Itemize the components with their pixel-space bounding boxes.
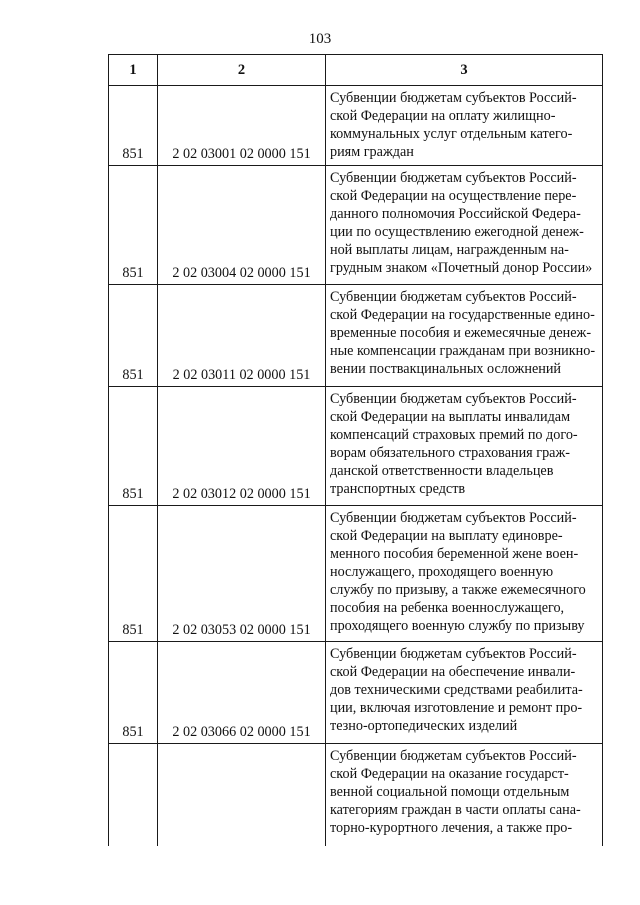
description-line: ской Федерации на оплату жилищно-	[330, 108, 556, 124]
description-line: Субвенции бюджетам субъектов Россий-	[330, 289, 577, 305]
table-row	[109, 86, 603, 166]
budget-code-cell: 2 02 03004 02 0000 151	[158, 166, 326, 285]
description-line: дов техническими средствами реабилита-	[330, 682, 583, 698]
description-line: ской Федерации на государственные едино-	[330, 307, 595, 323]
description-line: ной выплаты лицам, награжденным на-	[330, 242, 569, 258]
budget-code-cell: 2 02 03066 02 0000 151	[158, 642, 326, 744]
description-cell	[326, 285, 603, 387]
header-col-2: 2	[158, 55, 326, 86]
page-number: 103	[308, 31, 332, 47]
description-line: ции, включая изготовление и ремонт про-	[330, 700, 583, 716]
admin-code-cell: 851	[109, 642, 158, 744]
table-row	[109, 387, 603, 506]
description-line: вении поствакцинальных осложнений	[330, 361, 562, 377]
description-line: ской Федерации на оказание государст-	[330, 766, 569, 782]
description-line: Субвенции бюджетам субъектов Россий-	[330, 748, 577, 764]
description-cell	[326, 387, 603, 506]
description-line: данской ответственности владельцев	[330, 463, 554, 479]
table-row	[109, 166, 603, 285]
description-line: тезно-ортопедических изделий	[330, 718, 518, 734]
description-line: компенсаций страховых премий по дого-	[330, 427, 578, 443]
description-line: ворам обязательного страхования граж-	[330, 445, 570, 461]
description-line: транспортных средств	[330, 481, 466, 497]
description-line: проходящего военную службу по призыву	[330, 618, 585, 634]
description-line: временные пособия и ежемесячные денеж-	[330, 325, 592, 341]
description-cell	[326, 166, 603, 285]
header-col-3: 3	[326, 55, 603, 86]
description-line: ской Федерации на осуществление пере-	[330, 188, 577, 204]
description-cell	[326, 506, 603, 642]
budget-code-cell: 2 02 03011 02 0000 151	[158, 285, 326, 387]
admin-code-cell	[109, 744, 158, 846]
description-line: венной социальной помощи отдельным	[330, 784, 570, 800]
description-line: ской Федерации на обеспечение инвали-	[330, 664, 576, 680]
table-row	[109, 744, 603, 846]
budget-code-cell: 2 02 03053 02 0000 151	[158, 506, 326, 642]
budget-revenue-table	[108, 54, 603, 846]
description-line: ции по осуществлению ежегодной денеж-	[330, 224, 584, 240]
description-line: ской Федерации на выплаты инвалидам	[330, 409, 571, 425]
description-line: риям граждан	[330, 144, 414, 160]
description-cell	[326, 642, 603, 744]
description-line: торно-курортного лечения, а также про-	[330, 820, 573, 836]
budget-code-cell: 2 02 03001 02 0000 151	[158, 86, 326, 166]
description-line: ской Федерации на выплату единовре-	[330, 528, 563, 544]
description-line: данного полномочия Российской Федера-	[330, 206, 581, 222]
header-col-1: 1	[109, 55, 158, 86]
description-line: ные компенсации гражданам при возникно-	[330, 343, 596, 359]
admin-code-cell: 851	[109, 387, 158, 506]
description-line: службу по призыву, а также ежемесячного	[330, 582, 586, 598]
table-row	[109, 642, 603, 744]
description-line: пособия на ребенка военнослужащего,	[330, 600, 565, 616]
admin-code-cell: 851	[109, 86, 158, 166]
table-row	[109, 285, 603, 387]
description-line: грудным знаком «Почетный донор России»	[330, 260, 593, 276]
description-cell	[326, 86, 603, 166]
description-line: Субвенции бюджетам субъектов Россий-	[330, 90, 577, 106]
budget-code-cell	[158, 744, 326, 846]
description-line: менного пособия беременной жене воен-	[330, 546, 579, 562]
admin-code-cell: 851	[109, 166, 158, 285]
description-line: коммунальных услуг отдельным катего-	[330, 126, 573, 142]
description-line: Субвенции бюджетам субъектов Россий-	[330, 391, 577, 407]
description-cell	[326, 744, 603, 846]
description-line: категориям граждан в части оплаты сана-	[330, 802, 581, 818]
admin-code-cell: 851	[109, 506, 158, 642]
description-line: Субвенции бюджетам субъектов Россий-	[330, 170, 577, 186]
table-row	[109, 506, 603, 642]
description-line: Субвенции бюджетам субъектов Россий-	[330, 646, 577, 662]
description-line: нослужащего, проходящего военную	[330, 564, 554, 580]
description-line: Субвенции бюджетам субъектов Россий-	[330, 510, 577, 526]
table-body	[109, 86, 603, 846]
admin-code-cell: 851	[109, 285, 158, 387]
budget-code-cell: 2 02 03012 02 0000 151	[158, 387, 326, 506]
table-header-row	[109, 55, 603, 86]
